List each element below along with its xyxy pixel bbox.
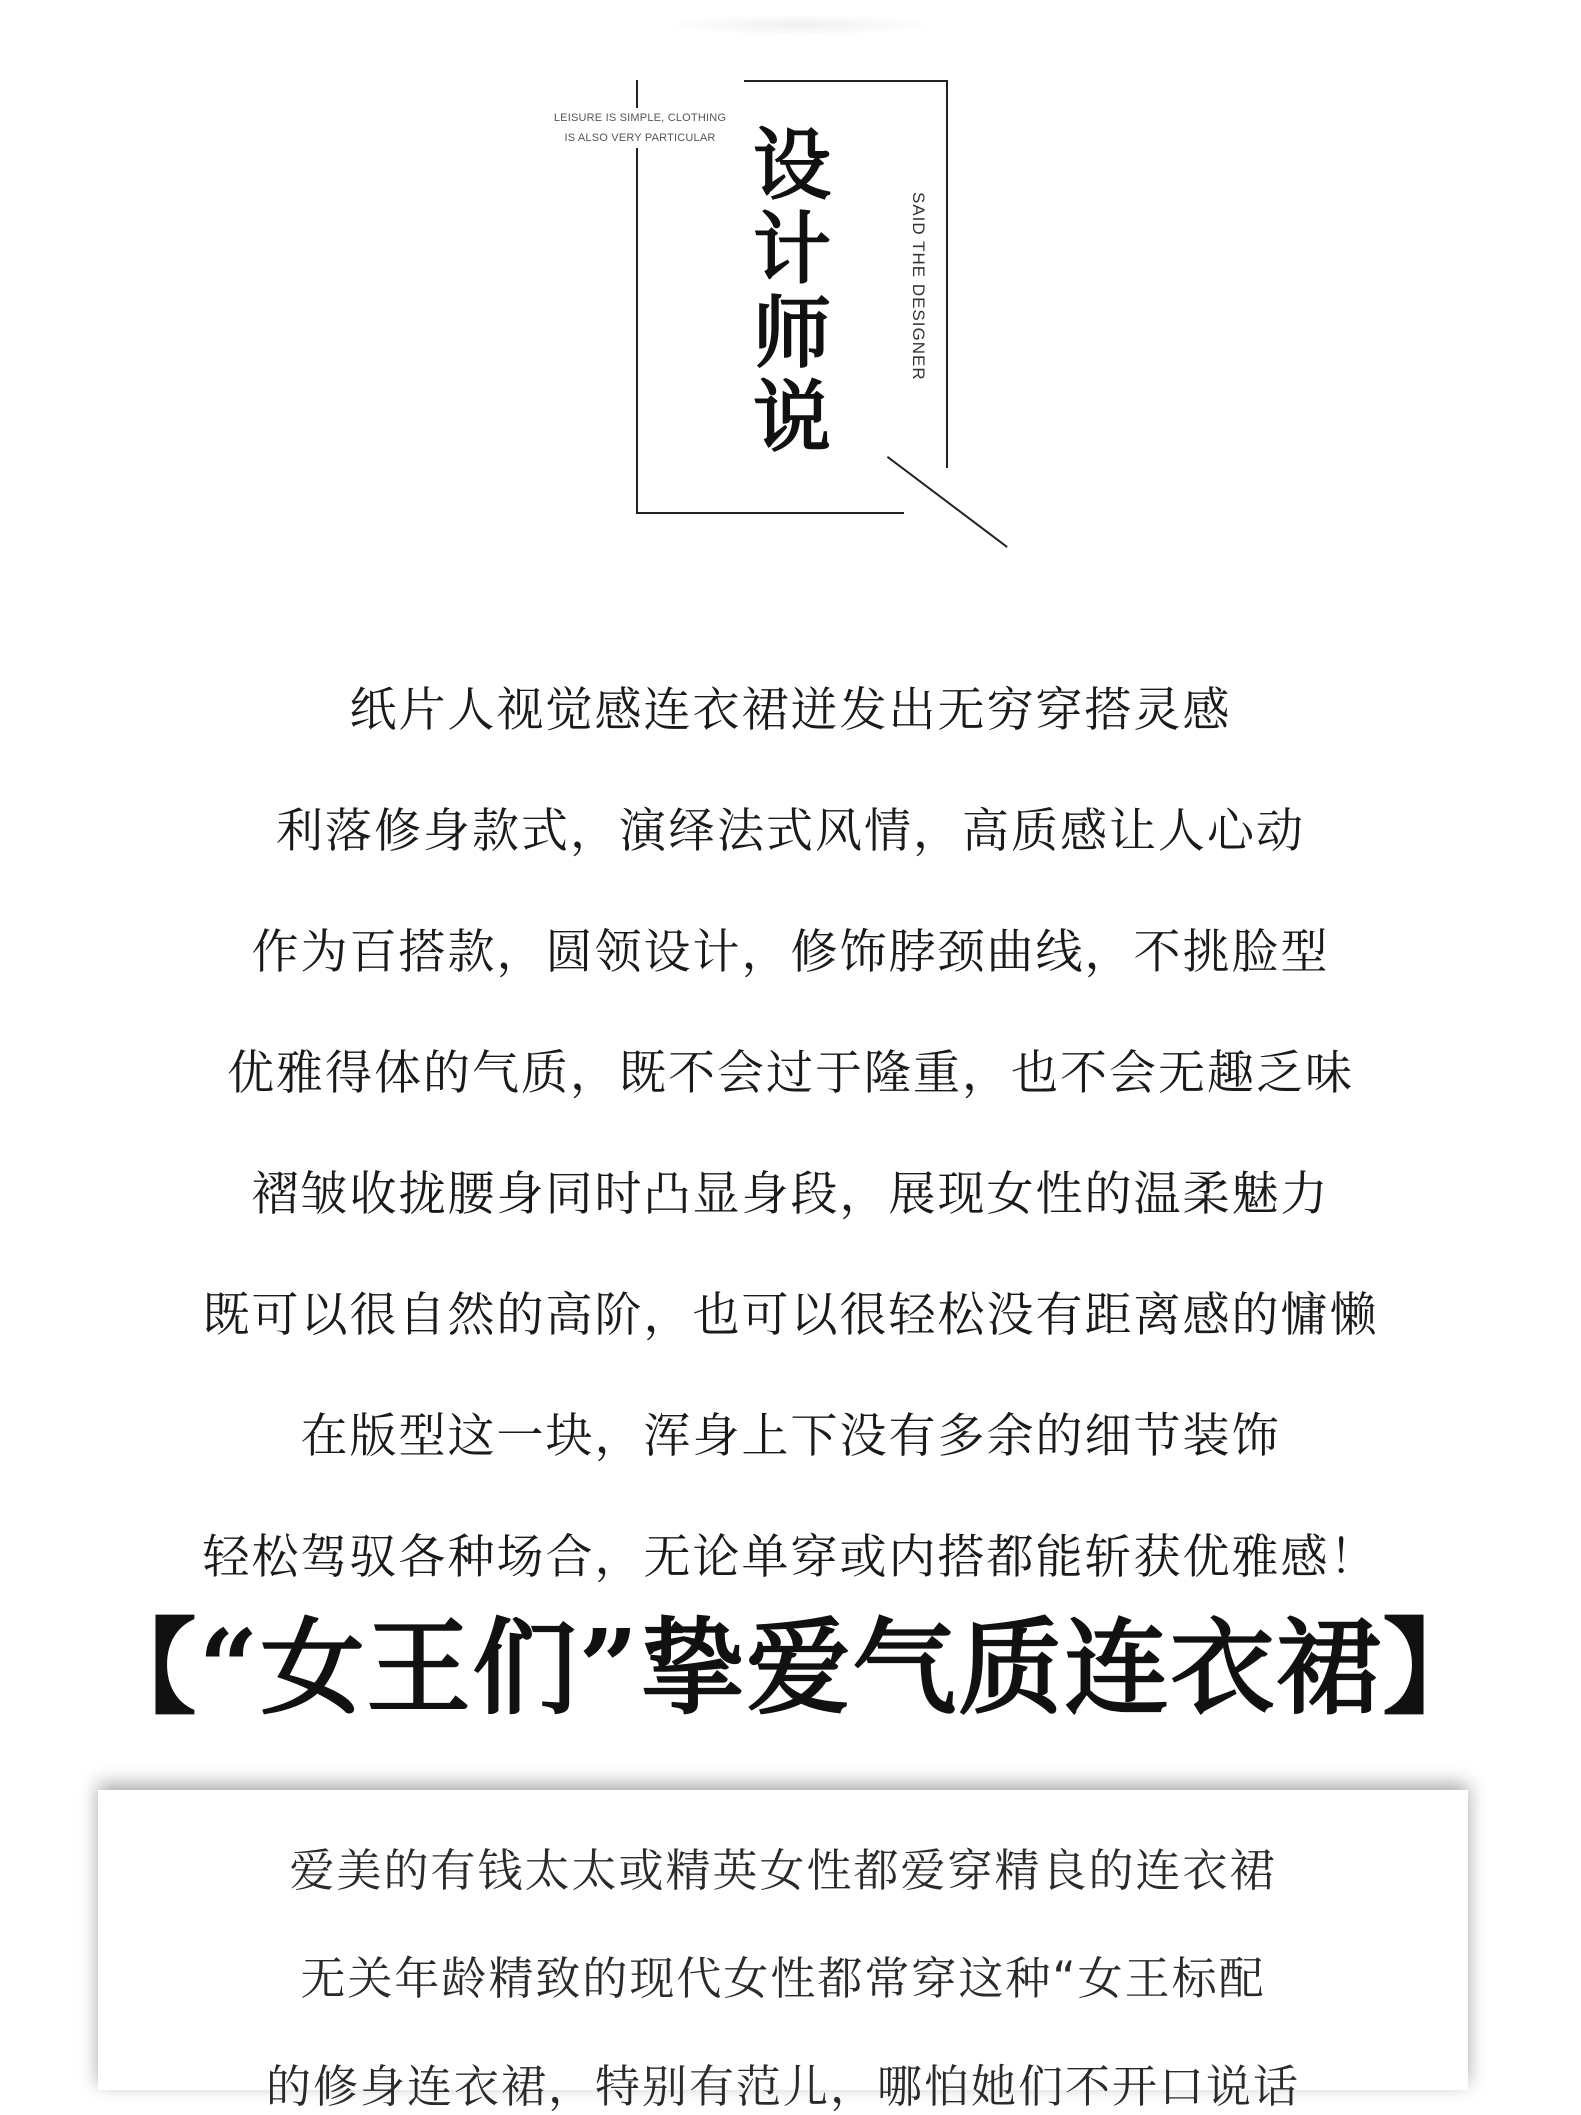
description-line: 优雅得体的气质，既不会过于隆重，也不会无趣乏味 bbox=[227, 1046, 1354, 1101]
top-decoration bbox=[660, 14, 940, 36]
tagline-line-1: LEISURE IS SIMPLE, CLOTHING bbox=[553, 112, 727, 124]
said-the-designer-label: SAID THE DESIGNER bbox=[909, 192, 928, 381]
title-char: 师 bbox=[752, 289, 831, 379]
description-line: 纸片人视觉感连衣裙迸发出无穷穿搭灵感 bbox=[349, 683, 1232, 738]
quote-card bbox=[98, 1790, 1468, 2113]
description-line: 轻松驾驭各种场合，无论单穿或内搭都能斩获优雅感！ bbox=[202, 1530, 1379, 1585]
frame-right-line bbox=[946, 80, 948, 468]
description-paragraph bbox=[0, 650, 1581, 1618]
designer-title bbox=[752, 121, 832, 463]
frame-top-line bbox=[744, 80, 948, 82]
card-line: 无关年龄精致的现代女性都常穿这种“女王标配 bbox=[300, 1952, 1266, 2005]
description-line: 褶皱收拢腰身同时凸显身段，展现女性的温柔魅力 bbox=[251, 1167, 1330, 1222]
title-char: 说 bbox=[752, 373, 831, 463]
english-tagline bbox=[540, 108, 740, 148]
description-line: 在版型这一块，浑身上下没有多余的细节装饰 bbox=[300, 1409, 1281, 1464]
description-line: 作为百搭款，圆领设计，修饰脖颈曲线，不挑脸型 bbox=[251, 925, 1330, 980]
headline: 【“女王们”挚爱气质连衣裙】 bbox=[92, 1606, 1489, 1729]
tagline-line-2: IS ALSO VERY PARTICULAR bbox=[564, 132, 716, 144]
description-line: 既可以很自然的高阶，也可以很轻松没有距离感的慵懒 bbox=[202, 1288, 1379, 1343]
description-line: 利落修身款式，演绎法式风情，高质感让人心动 bbox=[276, 804, 1305, 859]
card-line: 的修身连衣裙，特别有范儿，哪怕她们不开口说话 bbox=[265, 2060, 1300, 2113]
title-char: 计 bbox=[752, 205, 831, 295]
title-char: 设 bbox=[752, 121, 831, 211]
card-line: 爱美的有钱太太或精英女性都爱穿精良的连衣裙 bbox=[289, 1844, 1277, 1897]
